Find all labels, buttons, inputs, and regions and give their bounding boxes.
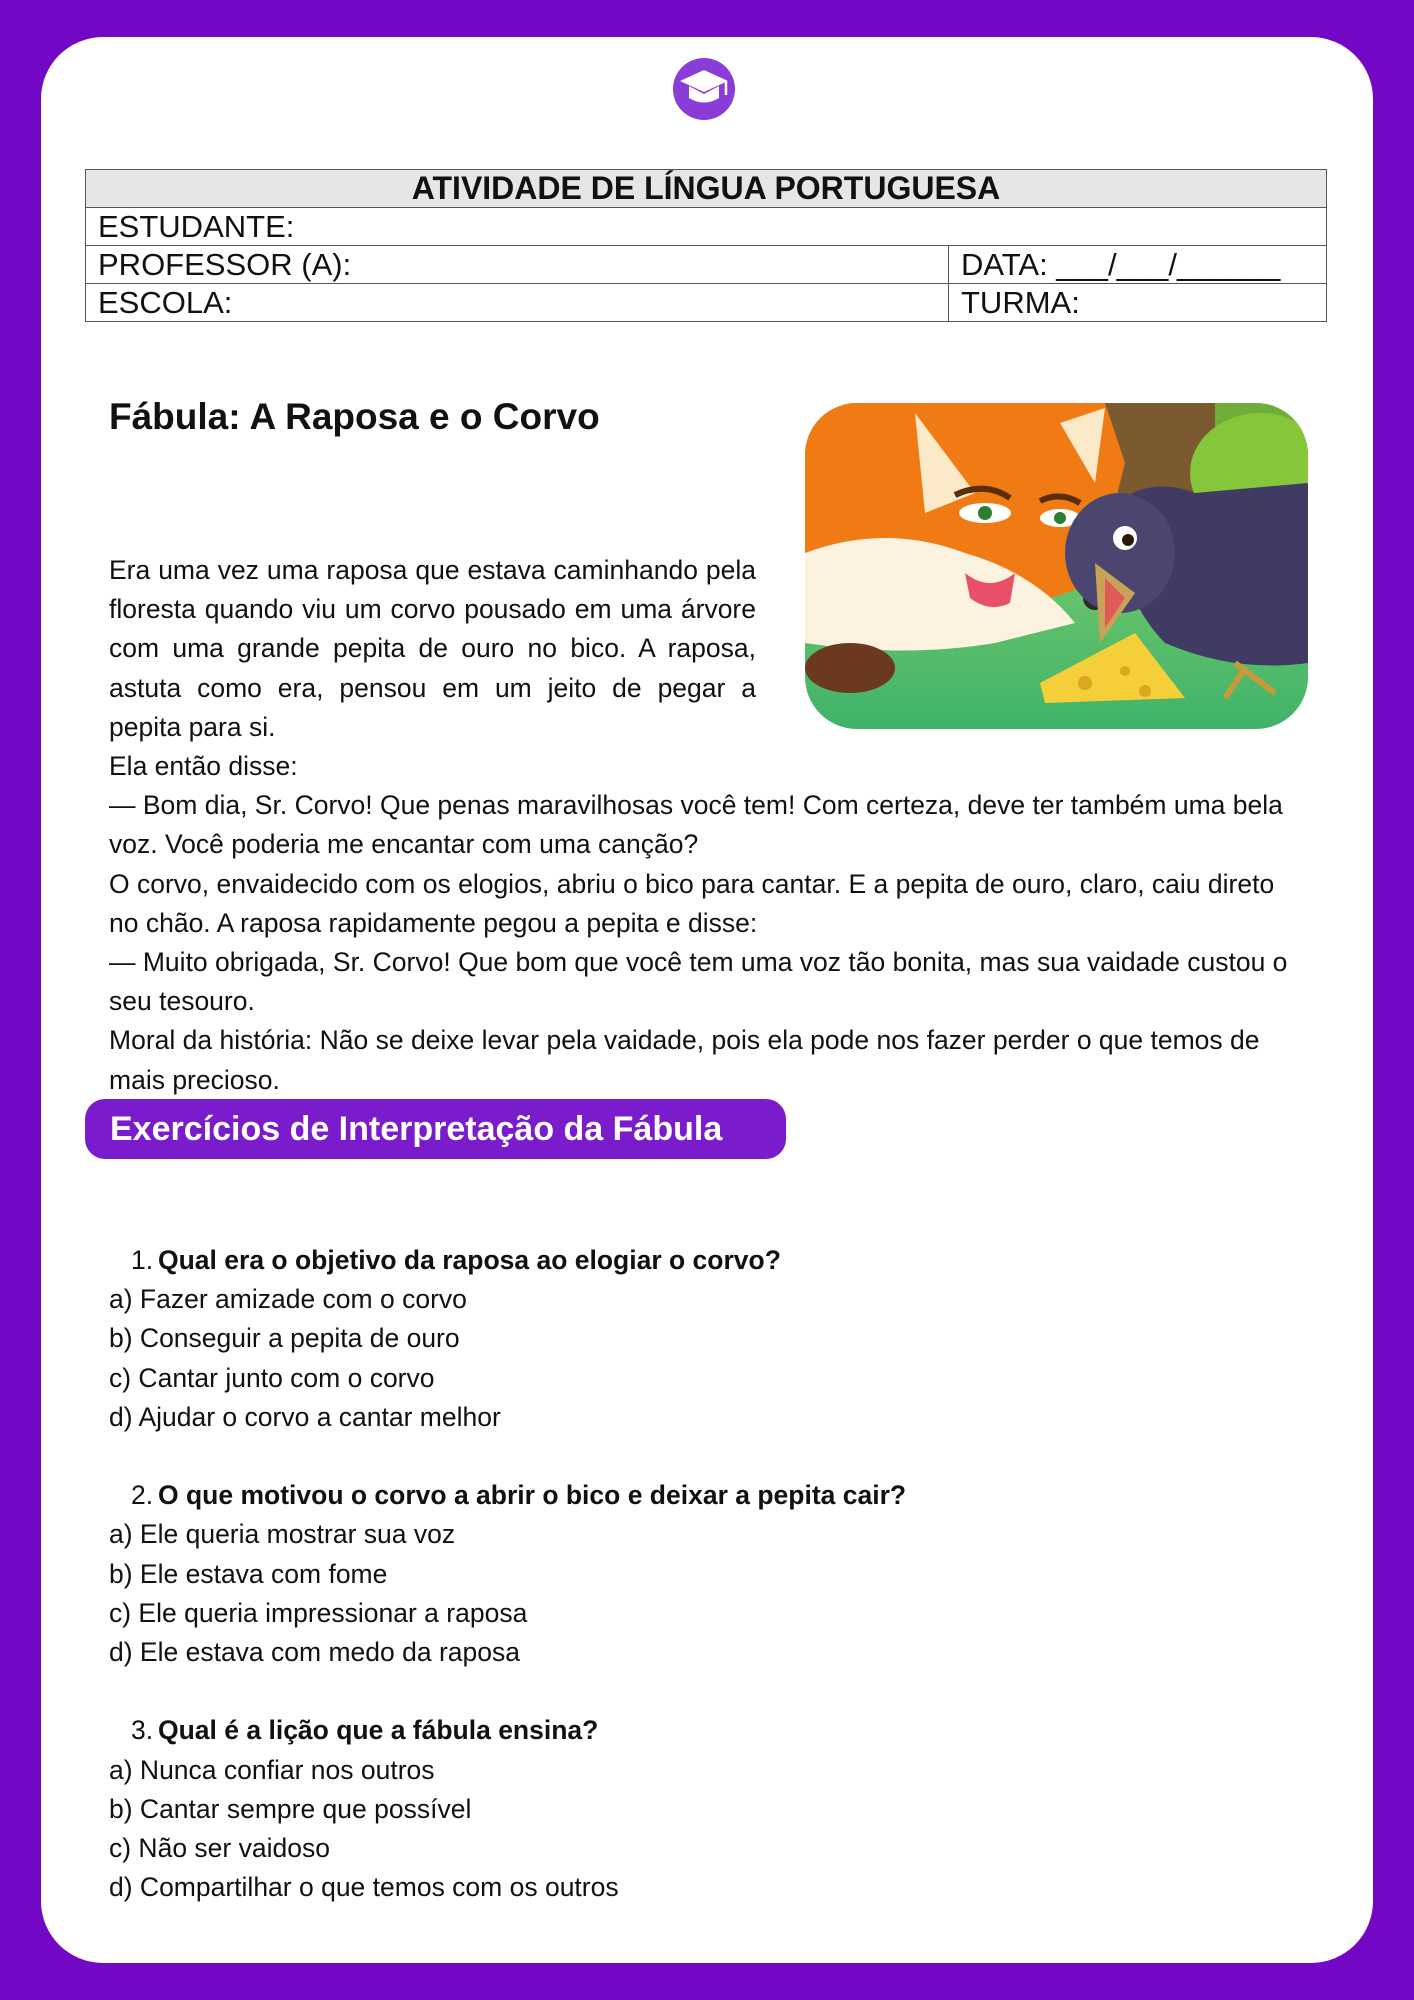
student-field[interactable]: ESTUDANTE:: [86, 208, 1327, 246]
question-2: [109, 1476, 1309, 1672]
answer-option[interactable]: d) Ajudar o corvo a cantar melhor: [109, 1401, 501, 1432]
question-1: [109, 1241, 1309, 1437]
answer-option[interactable]: a) Ele queria mostrar sua voz: [109, 1519, 456, 1550]
questions-list: [109, 1241, 1309, 1947]
school-field[interactable]: ESCOLA:: [86, 284, 949, 322]
question-text: Qual é a lição que a fábula ensina?: [158, 1715, 599, 1746]
answer-option[interactable]: c) Ele queria impressionar a raposa: [109, 1597, 528, 1628]
activity-title: ATIVIDADE DE LÍNGUA PORTUGUESA: [86, 170, 1327, 208]
fable-paragraph: Ela então disse:: [109, 751, 298, 782]
question-number: 3.: [131, 1715, 154, 1746]
fable-paragraph: — Bom dia, Sr. Corvo! Que penas maravilhosas você tem! Com certeza, deve ter também uma bela voz. Você poderia me encantar com uma canção?: [109, 790, 1283, 860]
answer-option[interactable]: b) Conseguir a pepita de ouro: [109, 1323, 460, 1354]
fable-intro: Era uma vez uma raposa que estava caminhando pela floresta quando viu um corvo pousado em uma árvore com uma grande pepita de ouro no bico. A raposa, astuta como era, pensou em um jeito de pegar a pepita para si.: [109, 555, 756, 742]
question-number: 1.: [131, 1245, 154, 1275]
answer-option[interactable]: b) Ele estava com fome: [109, 1558, 388, 1589]
fable-text: [109, 551, 1309, 1100]
answer-option[interactable]: a) Nunca confiar nos outros: [109, 1754, 435, 1785]
header-table: [85, 169, 1327, 322]
fable-moral: Moral da história: Não se deixe levar pela vaidade, pois ela pode nos fazer perder o que temos de mais precioso.: [109, 1025, 1260, 1095]
fable-paragraph: — Muito obrigada, Sr. Corvo! Que bom que você tem uma voz tão bonita, mas sua vaidade custou o seu tesouro.: [109, 947, 1288, 1017]
answer-option[interactable]: c) Não ser vaidoso: [109, 1833, 330, 1864]
answer-option[interactable]: d) Ele estava com medo da raposa: [109, 1637, 520, 1668]
question-number: 2.: [131, 1480, 154, 1511]
exercises-section-title: Exercícios de Interpretação da Fábula: [85, 1099, 786, 1159]
fable-title: Fábula: A Raposa e o Corvo: [109, 396, 600, 437]
class-field[interactable]: TURMA:: [949, 284, 1327, 322]
question-text: O que motivou o corvo a abrir o bico e deixar a pepita cair?: [158, 1480, 907, 1511]
answer-option[interactable]: b) Cantar sempre que possível: [109, 1793, 472, 1824]
date-field[interactable]: DATA: ___/___/______: [949, 246, 1327, 284]
answer-option[interactable]: a) Fazer amizade com o corvo: [109, 1284, 467, 1315]
answer-option[interactable]: c) Cantar junto com o corvo: [109, 1362, 435, 1393]
graduation-cap-icon: [670, 55, 738, 123]
fable-paragraph: O corvo, envaidecido com os elogios, abriu o bico para cantar. E a pepita de ouro, claro, caiu direto no chão. A raposa rapidamente pegou a pepita e disse:: [109, 868, 1275, 938]
question-text: Qual era o objetivo da raposa ao elogiar o corvo?: [158, 1245, 781, 1275]
worksheet-page: [41, 37, 1373, 1963]
question-3: [109, 1711, 1309, 1907]
teacher-field[interactable]: PROFESSOR (A):: [86, 246, 949, 284]
answer-option[interactable]: d) Compartilhar o que temos com os outros: [109, 1872, 619, 1903]
